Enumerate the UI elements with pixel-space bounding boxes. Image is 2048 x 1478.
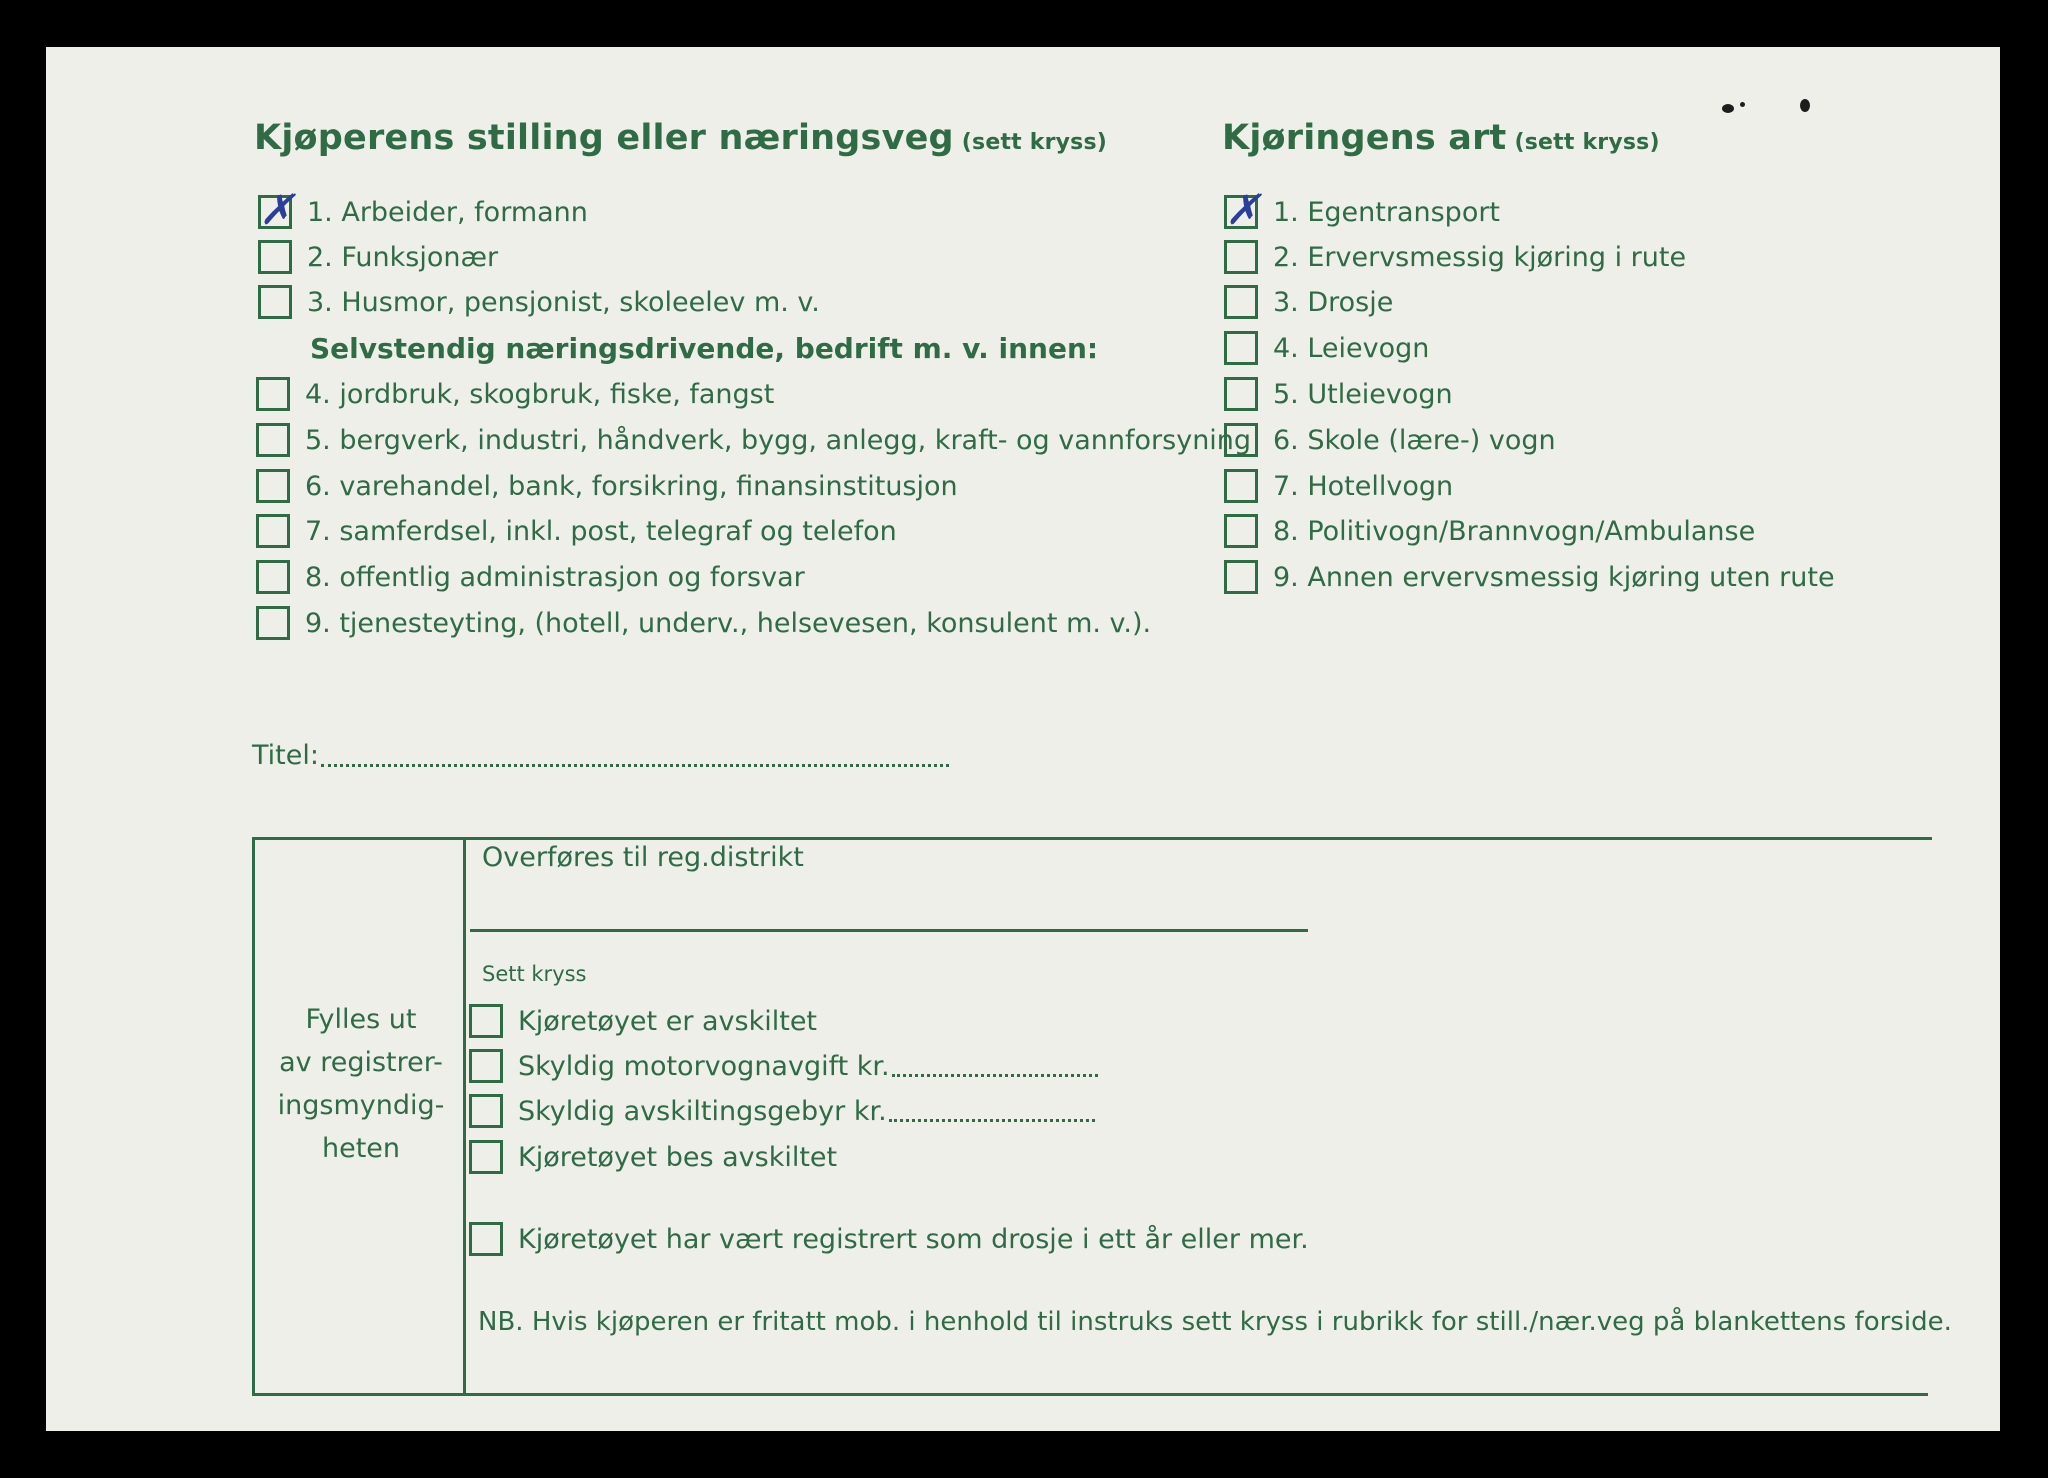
checkbox[interactable] — [256, 377, 290, 411]
option-label: 6. varehandel, bank, forsikring, finansinstitusjon — [305, 470, 958, 502]
title-dotted-line — [321, 760, 949, 767]
buyer-occupation-heading-text: Kjøperens stilling eller næringsveg — [254, 118, 954, 158]
sett-kryss-label: Sett kryss — [482, 962, 587, 986]
checkbox[interactable] — [258, 285, 292, 319]
driving-type-heading — [1222, 118, 1660, 158]
checkbox[interactable] — [1224, 185, 1261, 234]
buyer-occupation-heading-note: (sett kryss) — [961, 130, 1108, 155]
business-option[interactable] — [256, 374, 774, 414]
option-label: 1. Egentransport — [1273, 196, 1501, 228]
checkbox[interactable] — [256, 469, 290, 503]
option-label: 2. Funksjonær — [307, 241, 499, 273]
driving-type-option[interactable] — [1224, 511, 1755, 551]
business-option[interactable] — [256, 603, 1151, 643]
checkbox[interactable] — [256, 514, 290, 548]
buyer-occupation-heading — [254, 118, 1107, 158]
driving-type-option[interactable] — [1224, 237, 1686, 277]
option-label: Kjøretøyet har vært registrert som drosje i ett år eller mer. — [518, 1223, 1309, 1255]
box-bottom-border — [252, 1393, 1928, 1396]
registry-option[interactable] — [469, 1137, 837, 1177]
registry-option[interactable] — [469, 1046, 1098, 1086]
option-label: Skyldig avskiltingsgebyr kr. — [518, 1095, 887, 1127]
option-label: 5. Utleievogn — [1273, 378, 1453, 410]
option-label: 1. Arbeider, formann — [307, 196, 588, 228]
nb-note: NB. Hvis kjøperen er fritatt mob. i henhold til instruks sett kryss i rubrikk for still./nær.veg på blankettens forside. — [478, 1307, 1952, 1337]
label-line: av registrer- — [279, 1047, 443, 1078]
label-line: Fylles ut — [305, 1004, 417, 1035]
checkbox[interactable] — [1224, 560, 1258, 594]
registry-option[interactable] — [469, 1091, 1095, 1131]
driving-type-option[interactable] — [1224, 282, 1393, 322]
label-line: ingsmyndig- — [277, 1090, 445, 1121]
checkbox[interactable] — [469, 1004, 503, 1038]
checkbox[interactable] — [1224, 240, 1258, 274]
label-line: heten — [321, 1133, 401, 1164]
option-label: 6. Skole (lære-) vogn — [1273, 424, 1556, 456]
checkbox[interactable] — [256, 423, 290, 457]
ink-speck — [1722, 104, 1734, 113]
checkbox[interactable] — [256, 606, 290, 640]
checkbox[interactable] — [469, 1094, 503, 1128]
business-option[interactable] — [256, 420, 1251, 460]
option-label: Kjøretøyet bes avskiltet — [518, 1141, 838, 1173]
checkbox[interactable] — [469, 1049, 503, 1083]
transfer-district-label: Overføres til reg.distrikt — [482, 842, 804, 873]
ink-speck — [1740, 102, 1745, 107]
option-label: 7. Hotellvogn — [1273, 470, 1454, 502]
driving-type-heading-text: Kjøringens art — [1222, 118, 1507, 158]
driving-type-heading-note: (sett kryss) — [1514, 130, 1660, 155]
checkbox[interactable] — [469, 1140, 503, 1174]
checkbox[interactable] — [256, 560, 290, 594]
option-label: 3. Drosje — [1273, 286, 1394, 318]
cross-mark-icon: ✗ — [1225, 185, 1261, 234]
option-label: Skyldig motorvognavgift kr. — [518, 1050, 890, 1082]
amount-dotted-line — [889, 1115, 1095, 1122]
option-label: 8. offentlig administrasjon og forsvar — [305, 561, 805, 593]
title-label: Titel: — [252, 740, 319, 771]
option-label: 9. tjenesteyting, (hotell, underv., helsevesen, konsulent m. v.). — [305, 607, 1152, 639]
checkbox[interactable] — [469, 1222, 503, 1256]
option-label: 4. Leievogn — [1273, 332, 1430, 364]
checkbox[interactable] — [1224, 331, 1258, 365]
checkbox[interactable] — [1224, 285, 1258, 319]
option-label: 7. samferdsel, inkl. post, telegraf og telefon — [305, 515, 897, 547]
checkbox[interactable] — [1224, 514, 1258, 548]
occupation-option[interactable] — [258, 282, 820, 322]
option-label: 9. Annen ervervsmessig kjøring uten rute — [1273, 561, 1835, 593]
transfer-underline — [470, 929, 1308, 932]
registry-authority-label — [256, 998, 466, 1170]
business-option[interactable] — [256, 466, 958, 506]
box-left-border — [252, 837, 255, 1396]
checkbox[interactable] — [1224, 377, 1258, 411]
driving-type-option[interactable] — [1224, 185, 1501, 234]
driving-type-option[interactable] — [1224, 557, 1835, 597]
box-top-border — [252, 837, 1932, 840]
checkbox[interactable] — [258, 240, 292, 274]
ink-speck — [1800, 99, 1810, 112]
option-label: Kjøretøyet er avskiltet — [518, 1005, 818, 1037]
amount-dotted-line — [892, 1070, 1098, 1077]
checkbox[interactable] — [1224, 469, 1258, 503]
cross-mark-icon: ✗ — [259, 185, 295, 234]
registry-option[interactable] — [469, 1001, 817, 1041]
title-field[interactable] — [252, 740, 949, 771]
business-option[interactable] — [256, 511, 897, 551]
option-label: 2. Ervervsmessig kjøring i rute — [1273, 241, 1687, 273]
checkbox[interactable] — [1224, 423, 1258, 457]
option-label: 8. Politivogn/Brannvogn/Ambulanse — [1273, 515, 1756, 547]
option-label: 4. jordbruk, skogbruk, fiske, fangst — [305, 378, 775, 410]
occupation-option[interactable] — [258, 185, 588, 234]
driving-type-option[interactable] — [1224, 466, 1453, 506]
driving-type-option[interactable] — [1224, 420, 1556, 460]
taxi-registration-option[interactable] — [469, 1219, 1309, 1259]
self-employed-subheading: Selvstendig næringsdrivende, bedrift m. v. innen: — [310, 332, 1099, 365]
option-label: 3. Husmor, pensjonist, skoleelev m. v. — [307, 286, 820, 318]
business-option[interactable] — [256, 557, 805, 597]
driving-type-option[interactable] — [1224, 374, 1453, 414]
option-label: 5. bergverk, industri, håndverk, bygg, anlegg, kraft- og vannforsyning — [305, 424, 1252, 456]
driving-type-option[interactable] — [1224, 328, 1429, 368]
checkbox[interactable] — [258, 185, 295, 234]
occupation-option[interactable] — [258, 237, 498, 277]
